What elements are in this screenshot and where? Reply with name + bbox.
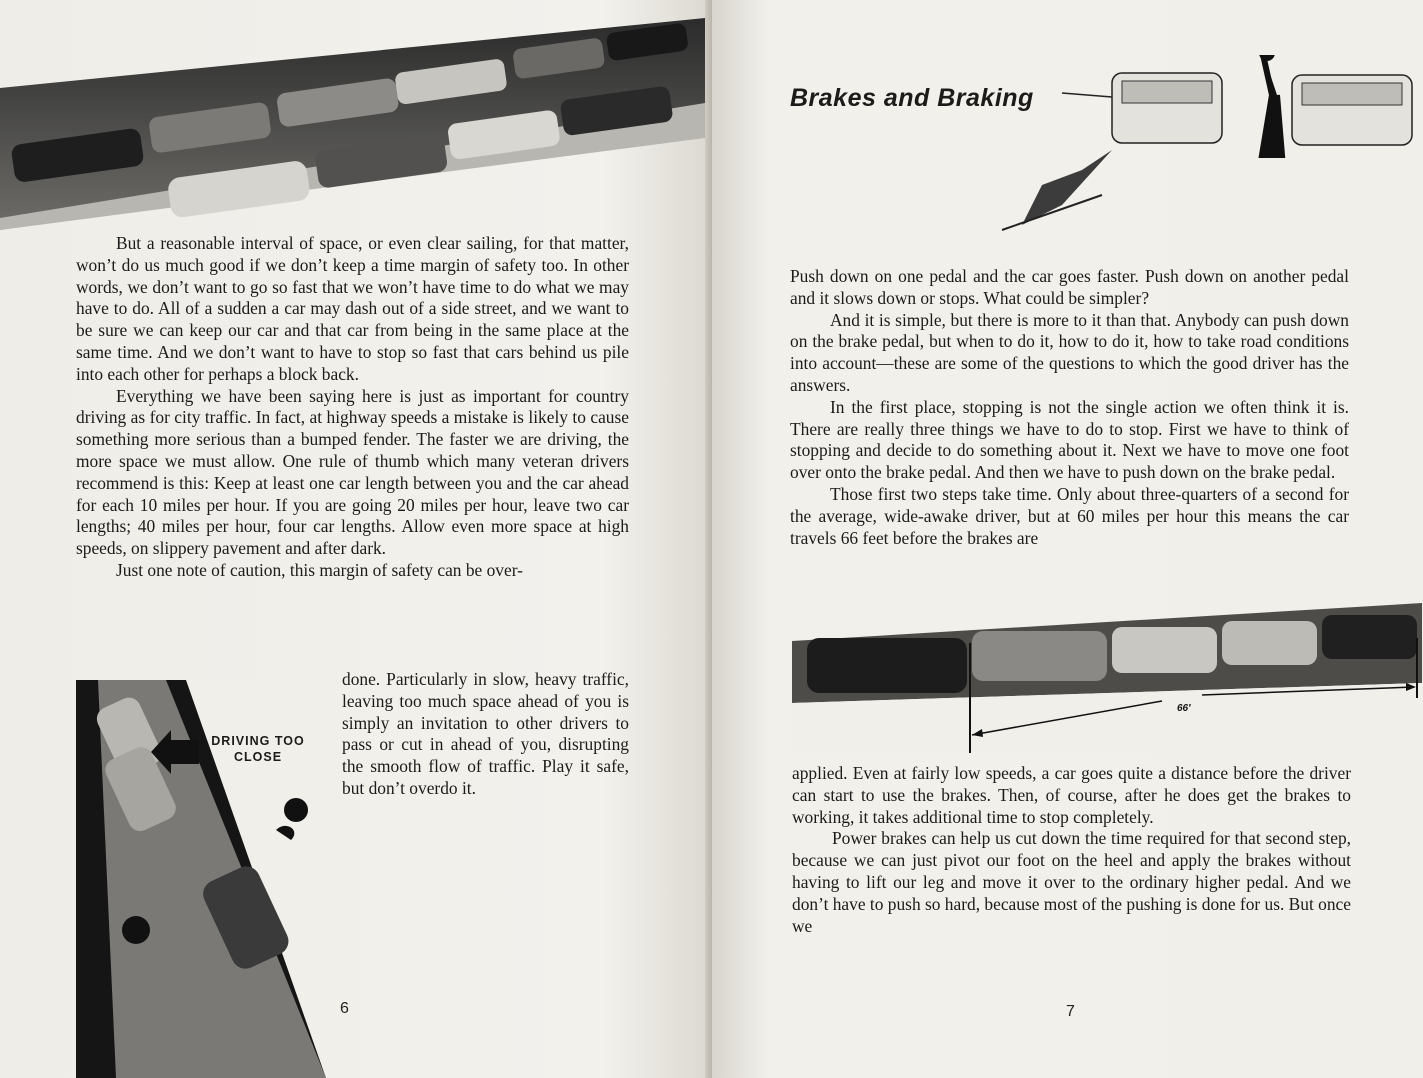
paragraph: Everything we have been saying here is just as important for country driving as for city traffic. In fact, at highway speeds a mistake is likely to cause something more serious than a bumped fender. The faster we are driving, the more space we must allow. One rule of thumb which many veteran drivers recommend is this: Keep at least one car length between you and the car ahead for each 10 miles per hour. If you are going 20 miles per hour, leave two car lengths; 40 miles per hour, four car lengths. Allow even more space at high speeds, on slippery pavement and after dark. xyxy=(76,385,629,559)
section-title: Brakes and Braking xyxy=(790,84,1034,112)
inset-caption: DRIVING TOO CLOSE xyxy=(211,734,305,764)
paragraph: And it is simple, but there is more to it than that. Anybody can push down on the brake pedal, but when to do it, how to do it, how to take road conditions into account—these are some of the questions to which the good driver has the answers. xyxy=(790,309,1349,395)
page-number: 7 xyxy=(1066,1003,1075,1020)
page-number: 6 xyxy=(340,1000,349,1017)
paragraph: done. Particularly in slow, heavy traffic, leaving too much space ahead of you is simply an invitation to other drivers to pass or cut in ahead of you, disrupting the smooth flow of traffic. Play it safe, but don’t overdo it. xyxy=(342,669,629,798)
braking-illustration xyxy=(962,55,1422,235)
paragraph: Those first two steps take time. Only about three-quarters of a second for the average, wide-awake driver, but at 60 miles per hour this means the car travels 66 feet before the brakes are xyxy=(790,483,1349,548)
paragraph: Push down on one pedal and the car goes faster. Push down on another pedal and it slows down or stops. What could be simpler? xyxy=(790,266,1349,308)
paragraph: applied. Even at fairly low speeds, a car goes quite a distance before the driver can start to use the brakes. Then, of course, after he does get the brakes to working, it takes additional time to stop completely. xyxy=(792,763,1351,827)
paragraph: But a reasonable interval of space, or even clear sailing, for that matter, won’t do us much good if we don’t keep a time margin of safety too. In other words, we don’t want to go so fast that we won’t have time to do what we may have to do. All of a sudden a car may dash out of a side street, and we want to be sure we can keep our car and that car from being in the same place at the same time. And we don’t want to have to stop so fast that cars behind us pile into each other for perhaps a block back. xyxy=(76,233,629,384)
distance-label: 66′ xyxy=(1177,703,1191,714)
left-text-wrap xyxy=(342,669,629,800)
left-text-top xyxy=(76,233,629,582)
stopping-distance-photo xyxy=(792,603,1422,753)
right-page xyxy=(712,0,1423,1078)
paragraph: Power brakes can help us cut down the time required for that second step, because we can just pivot our foot on the heel and apply the brakes without having to lift our leg and move it over to the ordinary higher pedal. And we don’t have to push so hard, because most of the pushing is done for us. But once we xyxy=(792,828,1351,936)
left-page xyxy=(0,0,710,1078)
right-text-top xyxy=(790,266,1349,549)
paragraph: Just one note of caution, this margin of safety can be over- xyxy=(116,559,523,580)
paragraph: In the first place, stopping is not the single action we often think it is. There are really three things we have to do to stop. First we have to think of stopping and decide to do something about it. Next we have to move one foot over onto the brake pedal. And then we have to push down on the brake pedal. xyxy=(790,396,1349,483)
traffic-photo-top xyxy=(0,18,705,230)
right-text-bottom xyxy=(792,763,1351,937)
